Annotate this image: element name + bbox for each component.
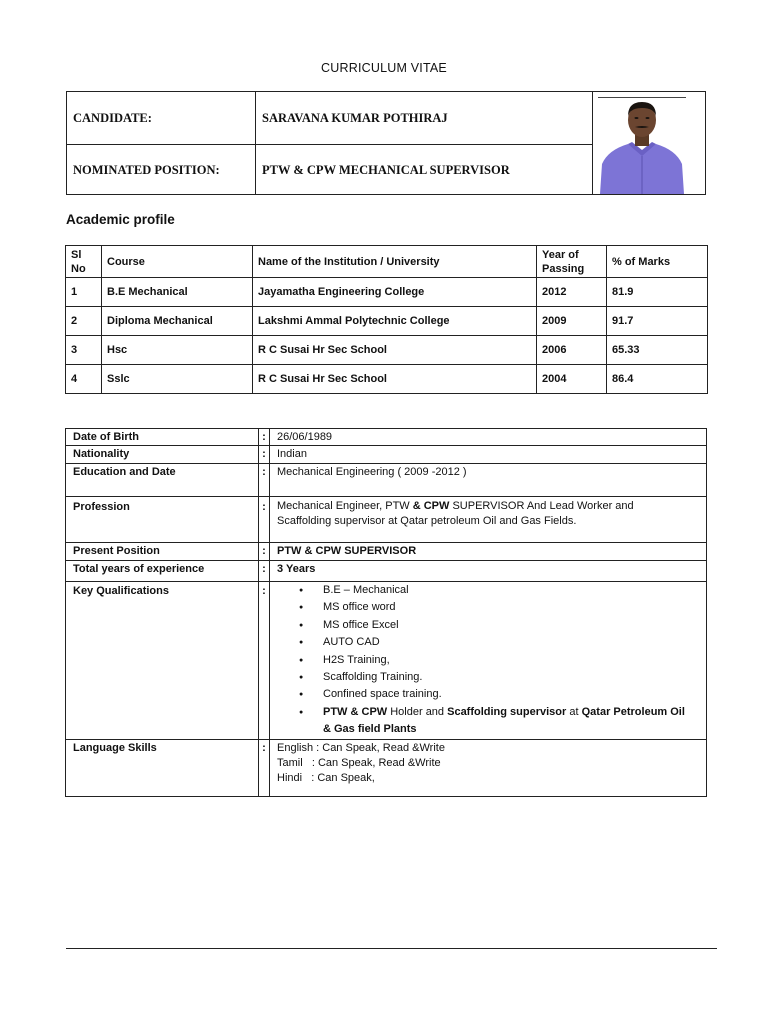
experience-row	[66, 561, 707, 582]
experience-value: 3 Years	[270, 561, 707, 582]
cell-sl: 1	[66, 278, 102, 307]
colon: :	[259, 429, 270, 446]
cell-institution: R C Susai Hr Sec School	[253, 365, 537, 394]
list-item: ● Confined space training.	[277, 686, 699, 703]
nominated-position: PTW & CPW MECHANICAL SUPERVISOR	[262, 162, 510, 177]
present-position-row	[66, 543, 707, 561]
cell-year: 2006	[537, 336, 607, 365]
cell-course: Diploma Mechanical	[102, 307, 253, 336]
language-skills-value	[270, 739, 707, 796]
language-line: Hindi : Can Speak,	[277, 771, 375, 784]
present-position-value: PTW & CPW SUPERVISOR	[270, 543, 707, 561]
nationality-value: Indian	[270, 446, 707, 464]
cell-marks: 86.4	[607, 365, 708, 394]
dob-row	[66, 429, 707, 446]
cell-sl: 3	[66, 336, 102, 365]
list-item: ● Scaffolding Training.	[277, 669, 699, 686]
list-item: ● PTW & CPW Holder and Scaffolding supervisor at Qatar Petroleum Oil & Gas field Plants	[277, 704, 699, 739]
list-item: ● AUTO CAD	[277, 634, 699, 651]
candidate-label: CANDIDATE:	[73, 110, 152, 125]
education-row	[66, 464, 707, 497]
profession-row	[66, 497, 707, 543]
cell-course: Sslc	[102, 365, 253, 394]
nationality-row	[66, 446, 707, 464]
experience-label: Total years of experience	[66, 561, 259, 582]
cell-sl: 2	[66, 307, 102, 336]
list-item: ● B.E – Mechanical	[277, 582, 699, 599]
personal-details-table	[65, 428, 707, 797]
position-label: NOMINATED POSITION:	[73, 162, 220, 177]
cell-institution: Jayamatha Engineering College	[253, 278, 537, 307]
cell-institution: R C Susai Hr Sec School	[253, 336, 537, 365]
colon: :	[259, 739, 270, 796]
education-value: Mechanical Engineering ( 2009 -2012 )	[270, 464, 707, 497]
colon: :	[259, 446, 270, 464]
cell-marks: 65.33	[607, 336, 708, 365]
nationality-label: Nationality	[66, 446, 259, 464]
cell-marks: 81.9	[607, 278, 708, 307]
profession-label: Profession	[66, 497, 259, 543]
col-header-course: Course	[102, 246, 253, 278]
cell-year: 2004	[537, 365, 607, 394]
academic-profile-heading: Academic profile	[66, 212, 175, 227]
table-header-row	[66, 246, 708, 278]
language-line: English : Can Speak, Read &Write	[277, 741, 445, 754]
colon: :	[259, 464, 270, 497]
cell-sl: 4	[66, 365, 102, 394]
colon: :	[259, 561, 270, 582]
cell-year: 2012	[537, 278, 607, 307]
candidate-photo	[598, 97, 686, 194]
colon: :	[259, 497, 270, 543]
key-qualifications-label: Key Qualifications	[66, 582, 259, 740]
table-row	[66, 336, 708, 365]
list-item: ● MS office word	[277, 599, 699, 616]
cell-course: B.E Mechanical	[102, 278, 253, 307]
candidate-table	[66, 91, 706, 195]
col-header-year: Year of Passing	[537, 246, 607, 278]
key-qualifications-list	[270, 582, 707, 740]
cell-course: Hsc	[102, 336, 253, 365]
key-qualifications-row	[66, 582, 707, 740]
dob-value: 26/06/1989	[270, 429, 707, 446]
language-skills-label: Language Skills	[66, 739, 259, 796]
list-item: ● H2S Training,	[277, 652, 699, 669]
col-header-institution: Name of the Institution / University	[253, 246, 537, 278]
present-position-label: Present Position	[66, 543, 259, 561]
table-row	[66, 365, 708, 394]
document-title: CURRICULUM VITAE	[321, 61, 447, 75]
colon: :	[259, 543, 270, 561]
candidate-name: SARAVANA KUMAR POTHIRAJ	[262, 110, 448, 125]
table-row	[66, 278, 708, 307]
cell-institution: Lakshmi Ammal Polytechnic College	[253, 307, 537, 336]
col-header-marks: % of Marks	[607, 246, 708, 278]
academic-table	[65, 245, 708, 394]
cell-marks: 91.7	[607, 307, 708, 336]
dob-label: Date of Birth	[66, 429, 259, 446]
col-header-sl: Sl No	[66, 246, 102, 278]
profession-value: Mechanical Engineer, PTW & CPW SUPERVISOR And Lead Worker and Scaffolding supervisor at Qatar petroleum Oil and Gas Fields.	[270, 497, 707, 543]
language-line: Tamil : Can Speak, Read &Write	[277, 756, 441, 769]
footer-divider	[66, 948, 717, 949]
education-label: Education and Date	[66, 464, 259, 497]
colon: :	[259, 582, 270, 740]
table-row	[66, 307, 708, 336]
cell-year: 2009	[537, 307, 607, 336]
language-skills-row	[66, 739, 707, 796]
list-item: ● MS office Excel	[277, 617, 699, 634]
